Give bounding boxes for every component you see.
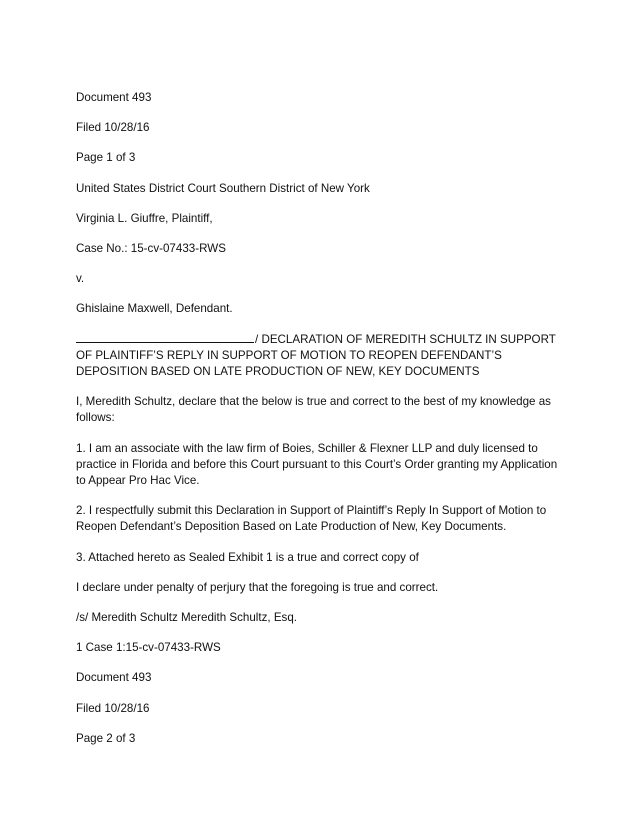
- signature-line: /s/ Meredith Schultz Meredith Schultz, Esq.: [76, 611, 298, 625]
- court-name: United States District Court Southern District of New York: [76, 181, 370, 195]
- signature-blank-line: [76, 332, 254, 343]
- document-number: Document 493: [76, 91, 152, 104]
- declaration-title-text: / DECLARATION OF MEREDITH SCHULTZ IN SUPPORT OF PLAINTIFF’S REPLY IN SUPPORT OF MOTION TO REOPEN DEFENDANT’S DEPOSITION BASED ON LATE PRODUCTION OF NEW, KEY DOCUMENTS: [76, 332, 556, 379]
- declaration-intro: I, Meredith Schultz, declare that the below is true and correct to the best of my knowledge as follows:: [76, 395, 551, 425]
- filed-date: Filed 10/28/16: [76, 121, 150, 135]
- case-number: Case No.: 15-cv-07433-RWS: [76, 242, 226, 256]
- versus: v.: [76, 272, 85, 286]
- defendant-line: Ghislaine Maxwell, Defendant.: [76, 302, 233, 316]
- paragraph-2: 2. I respectfully submit this Declaration in Support of Plaintiff’s Reply In Support of Motion to Reopen Defendant’s Deposition Based on Late Production of New, Key Documents.: [76, 504, 547, 534]
- page-indicator-2: Page 2 of 3: [76, 731, 136, 745]
- paragraph-3: 3. Attached hereto as Sealed Exhibit 1 is a true and correct copy of: [76, 550, 419, 564]
- perjury-statement: I declare under penalty of perjury that the foregoing is true and correct.: [76, 580, 439, 594]
- case-footer: 1 Case 1:15-cv-07433-RWS: [76, 641, 221, 655]
- filed-date-2: Filed 10/28/16: [76, 701, 150, 715]
- page-indicator: Page 1 of 3: [76, 151, 136, 165]
- document-number-2: Document 493: [76, 671, 152, 685]
- declaration-title: [76, 332, 566, 381]
- document-page: [76, 90, 566, 761]
- plaintiff-line: Virginia L. Giuffre, Plaintiff,: [76, 211, 213, 225]
- paragraph-1: 1. I am an associate with the law firm of Boies, Schiller & Flexner LLP and duly licensed to practice in Florida and before this Court pursuant to this Court’s Order granting my Application to Appear Pro Hac Vice.: [76, 441, 558, 488]
